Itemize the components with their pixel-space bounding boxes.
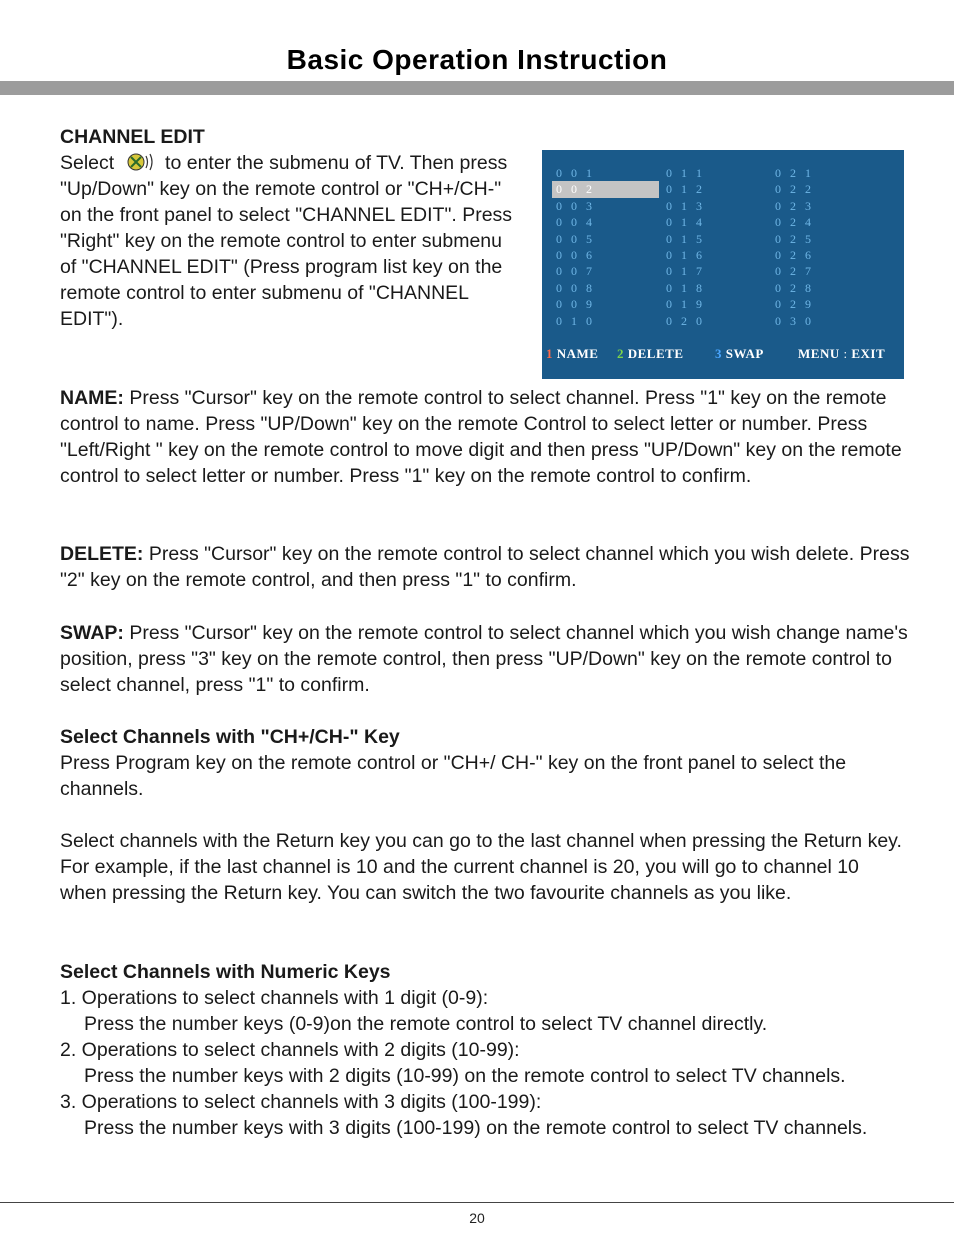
- osd-channel-entry[interactable]: 0 0 1: [556, 166, 595, 180]
- page-number: 20: [469, 1210, 485, 1226]
- ch-key-section: [60, 724, 910, 802]
- osd-channel-entry[interactable]: 0 0 4: [556, 215, 595, 230]
- osd-channel-entry[interactable]: 0 2 3: [775, 198, 814, 213]
- osd-column-3: [771, 165, 814, 329]
- channel-edit-description: to enter the submenu of TV. Then press "Up/Down" key on the remote control or "CH+/CH-" on the front panel to select "CHANNEL EDIT". Press "Right" key on the remote control to enter submenu of "CHANNEL EDIT" (Press program list key on the remote control to enter submenu of "CHANNEL EDIT").: [60, 152, 513, 330]
- page-title: Basic Operation Instruction: [286, 44, 668, 75]
- swap-text: Press "Cursor" key on the remote control to select channel which you wish change name's position, press "3" key on the remote control, then press "UP/Down" key on the remote control to select channel, press "1" to confirm.: [60, 622, 908, 696]
- numeric-item-1-detail: Press the number keys (0-9)on the remote control to select TV channel directly.: [84, 1013, 768, 1035]
- ch-key-text: Press Program key on the remote control or "CH+/ CH-" key on the front panel to select the channels.: [60, 752, 847, 800]
- osd-channel-entry[interactable]: 0 0 7: [556, 264, 595, 279]
- osd-channel-entry[interactable]: 0 3 0: [775, 313, 814, 328]
- osd-channel-entry[interactable]: 0 1 5: [666, 231, 705, 246]
- numeric-item-2-detail: Press the number keys with 2 digits (10-99) on the remote control to select TV channels.: [84, 1065, 846, 1087]
- osd-column-2: [662, 165, 705, 329]
- osd-key-1: 1: [546, 346, 553, 361]
- osd-swap-option[interactable]: SWAP: [725, 346, 764, 361]
- osd-channel-entry[interactable]: 0 1 8: [666, 280, 705, 295]
- osd-channel-entry[interactable]: 0 2 0: [666, 313, 705, 328]
- osd-channel-entry[interactable]: 0 1 7: [666, 264, 705, 279]
- osd-channel-entry[interactable]: 0 1 4: [666, 215, 705, 230]
- channel-settings-icon: [120, 151, 160, 173]
- delete-label: DELETE:: [60, 543, 144, 565]
- ch-key-heading: Select Channels with "CH+/CH-" Key: [60, 726, 400, 748]
- channel-edit-heading: CHANNEL EDIT: [60, 126, 205, 148]
- osd-exit-option[interactable]: EXIT: [851, 346, 886, 361]
- osd-channel-entry[interactable]: 0 1 0: [556, 313, 595, 328]
- numeric-item-1-title: 1. Operations to select channels with 1 digit (0-9):: [60, 987, 489, 1009]
- osd-channel-entry[interactable]: 0 2 5: [775, 231, 814, 246]
- footer-divider: [0, 1202, 954, 1203]
- numeric-item-2-title: 2. Operations to select channels with 2 digits (10-99):: [60, 1039, 520, 1061]
- osd-channel-entry[interactable]: 0 2 4: [775, 215, 814, 230]
- delete-section: [60, 541, 910, 593]
- delete-text: Press "Cursor" key on the remote control to select channel which you wish delete. Press "2" key on the remote control, and then press "1" to confirm.: [60, 543, 910, 591]
- osd-channel-entry[interactable]: 0 2 2: [775, 182, 814, 197]
- osd-menu-label: MENU: [798, 346, 840, 361]
- title-divider: [0, 81, 954, 95]
- osd-channel-entry[interactable]: 0 1 9: [666, 297, 705, 312]
- osd-channel-entry[interactable]: 0 2 7: [775, 264, 814, 279]
- osd-key-2: 2: [617, 346, 624, 361]
- osd-channel-entry[interactable]: 0 0 3: [556, 198, 595, 213]
- osd-column-1: [552, 165, 659, 329]
- channel-edit-select-word: Select: [60, 152, 115, 174]
- swap-label: SWAP:: [60, 622, 124, 644]
- osd-channel-entry[interactable]: 0 0 8: [556, 280, 595, 295]
- return-section: Select channels with the Return key you can go to the last channel when pressing the Return key. For example, if the last channel is 10 and the current channel is 20, you will go to channel 10 when pressing the Return key. You can switch the two favourite channels as you like.: [60, 830, 902, 904]
- numeric-section: [60, 959, 910, 1141]
- osd-channel-entry[interactable]: 0 1 2: [666, 182, 705, 197]
- channel-edit-osd-screen: [542, 150, 904, 379]
- osd-channel-entry[interactable]: 0 1 3: [666, 198, 705, 213]
- osd-channel-entry[interactable]: 0 0 2: [552, 181, 659, 197]
- osd-channel-entry[interactable]: 0 1 6: [666, 247, 705, 262]
- osd-delete-option[interactable]: DELETE: [627, 346, 684, 361]
- osd-channel-entry[interactable]: 0 0 6: [556, 247, 595, 262]
- osd-channel-entry[interactable]: 0 0 9: [556, 297, 595, 312]
- osd-channel-entry[interactable]: 0 2 1: [775, 166, 814, 180]
- osd-key-3: 3: [715, 346, 722, 361]
- name-section: [60, 385, 910, 489]
- numeric-item-3-detail: Press the number keys with 3 digits (100-199) on the remote control to select TV channels.: [84, 1117, 868, 1139]
- osd-name-option[interactable]: NAME: [556, 346, 599, 361]
- name-text: Press "Cursor" key on the remote control to select channel. Press "1" key on the remote control to name. Press "UP/Down" key on the remote Control to select letter or number. Press "Left/Right " key on the remote control to move digit and then press "UP/Down" key on the remote control to select letter or number. Press "1" key on the remote control to confirm.: [60, 387, 902, 487]
- numeric-heading: Select Channels with Numeric Keys: [60, 961, 391, 983]
- osd-separator: :: [843, 346, 848, 361]
- osd-channel-entry[interactable]: 0 2 8: [775, 280, 814, 295]
- channel-edit-intro: [60, 124, 520, 332]
- osd-channel-entry[interactable]: 0 0 5: [556, 231, 595, 246]
- name-label: NAME:: [60, 387, 124, 409]
- osd-channel-entry[interactable]: 0 1 1: [666, 166, 705, 180]
- osd-channel-entry[interactable]: 0 2 9: [775, 297, 814, 312]
- numeric-item-3-title: 3. Operations to select channels with 3 digits (100-199):: [60, 1091, 542, 1113]
- swap-section: [60, 620, 910, 698]
- osd-channel-entry[interactable]: 0 2 6: [775, 247, 814, 262]
